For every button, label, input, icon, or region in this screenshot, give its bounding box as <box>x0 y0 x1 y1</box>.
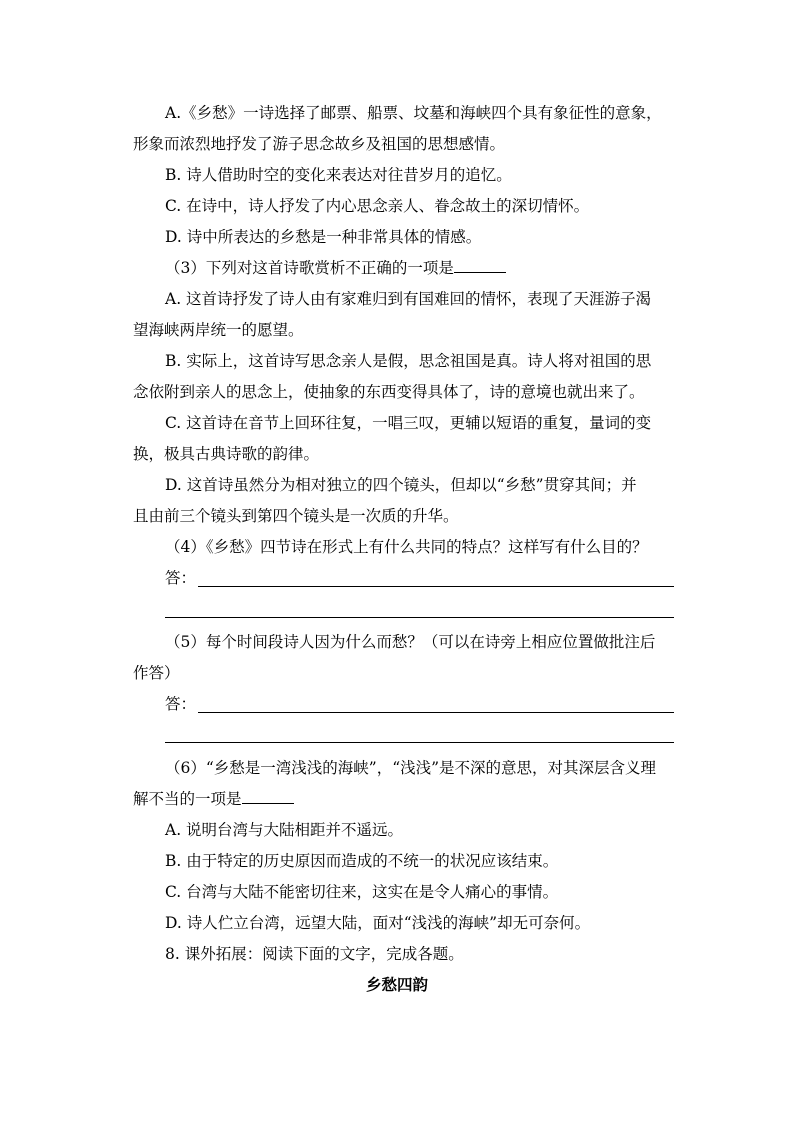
q4-answer-label: 答： <box>165 569 197 587</box>
q3-option-c-line1: C. 这首诗在音节上回环往复，一唱三叹，更辅以短语的重复，量词的变 <box>165 414 652 432</box>
q5-stem-line1: （5）每个时间段诗人因为什么而愁？（可以在诗旁上相应位置做批注后 <box>165 633 656 651</box>
q3-option-b-line2: 念依附到亲人的思念上，使抽象的东西变得具体了，诗的意境也就出来了。 <box>133 383 645 401</box>
q4-answer-line-1[interactable] <box>198 586 674 587</box>
q3-answer-blank[interactable] <box>454 258 506 273</box>
q3-option-d-line1: D. 这首诗虽然分为相对独立的四个镜头，但却以“乡愁”贯穿其间；并 <box>165 476 637 494</box>
q3-option-d-line2: 且由前三个镜头到第四个镜头是一次质的升华。 <box>133 507 459 525</box>
q6-option-d: D. 诗人伫立台湾，远望大陆，面对“浅浅的海峡”却无可奈何。 <box>165 914 591 932</box>
q5-answer-label: 答： <box>165 695 197 713</box>
q2-option-a-line1: A.《乡愁》一诗选择了邮票、船票、坟墓和海峡四个具有象征性的意象， <box>165 104 662 122</box>
q2-option-b: B. 诗人借助时空的变化来表达对往昔岁月的追忆。 <box>165 166 512 184</box>
q3-stem <box>165 258 506 278</box>
q4-stem: （4）《乡愁》四节诗在形式上有什么共同的特点？这样写有什么目的？ <box>165 538 648 556</box>
q3-option-a-line2: 望海峡两岸统一的愿望。 <box>133 321 304 339</box>
q6-option-b: B. 由于特定的历史原因而造成的不统一的状况应该结束。 <box>165 852 559 870</box>
q2-option-c: C. 在诗中，诗人抒发了内心思念亲人、眷念故土的深切情怀。 <box>165 197 590 215</box>
q4-answer-line-2[interactable] <box>165 617 674 618</box>
q6-option-c: C. 台湾与大陆不能密切往来，这实在是令人痛心的事情。 <box>165 883 559 901</box>
q5-stem-line2: 作答） <box>133 664 180 682</box>
q2-option-d: D. 诗中所表达的乡愁是一种非常具体的情感。 <box>165 228 482 246</box>
q8-stem: 8. 课外拓展：阅读下面的文字，完成各题。 <box>165 945 464 963</box>
q5-answer-line-1[interactable] <box>198 712 674 713</box>
q2-option-a-line2: 形象而浓烈地抒发了游子思念故乡及祖国的思想感情。 <box>133 135 506 153</box>
q6-stem-line1: （6）“乡愁是一湾浅浅的海峡”，“浅浅”是不深的意思，对其深层含义理 <box>165 759 657 777</box>
q6-stem-line2-text: 解不当的一项是 <box>133 790 242 808</box>
q3-option-c-line2: 换，极具古典诗歌的韵律。 <box>133 445 320 463</box>
q6-option-a: A. 说明台湾与大陆相距并不遥远。 <box>165 821 404 839</box>
q6-stem-line2 <box>133 789 294 809</box>
passage-title: 乡愁四韵 <box>365 975 428 994</box>
q3-option-a-line1: A. 这首诗抒发了诗人由有家难归到有国难回的情怀，表现了天涯游子渴 <box>165 290 652 308</box>
q3-stem-text: （3）下列对这首诗歌赏析不正确的一项是 <box>165 259 454 277</box>
q6-answer-blank[interactable] <box>242 789 294 804</box>
q3-option-b-line1: B. 实际上，这首诗写思念亲人是假，思念祖国是真。诗人将对祖国的思 <box>165 352 652 370</box>
q5-answer-line-2[interactable] <box>165 742 674 743</box>
